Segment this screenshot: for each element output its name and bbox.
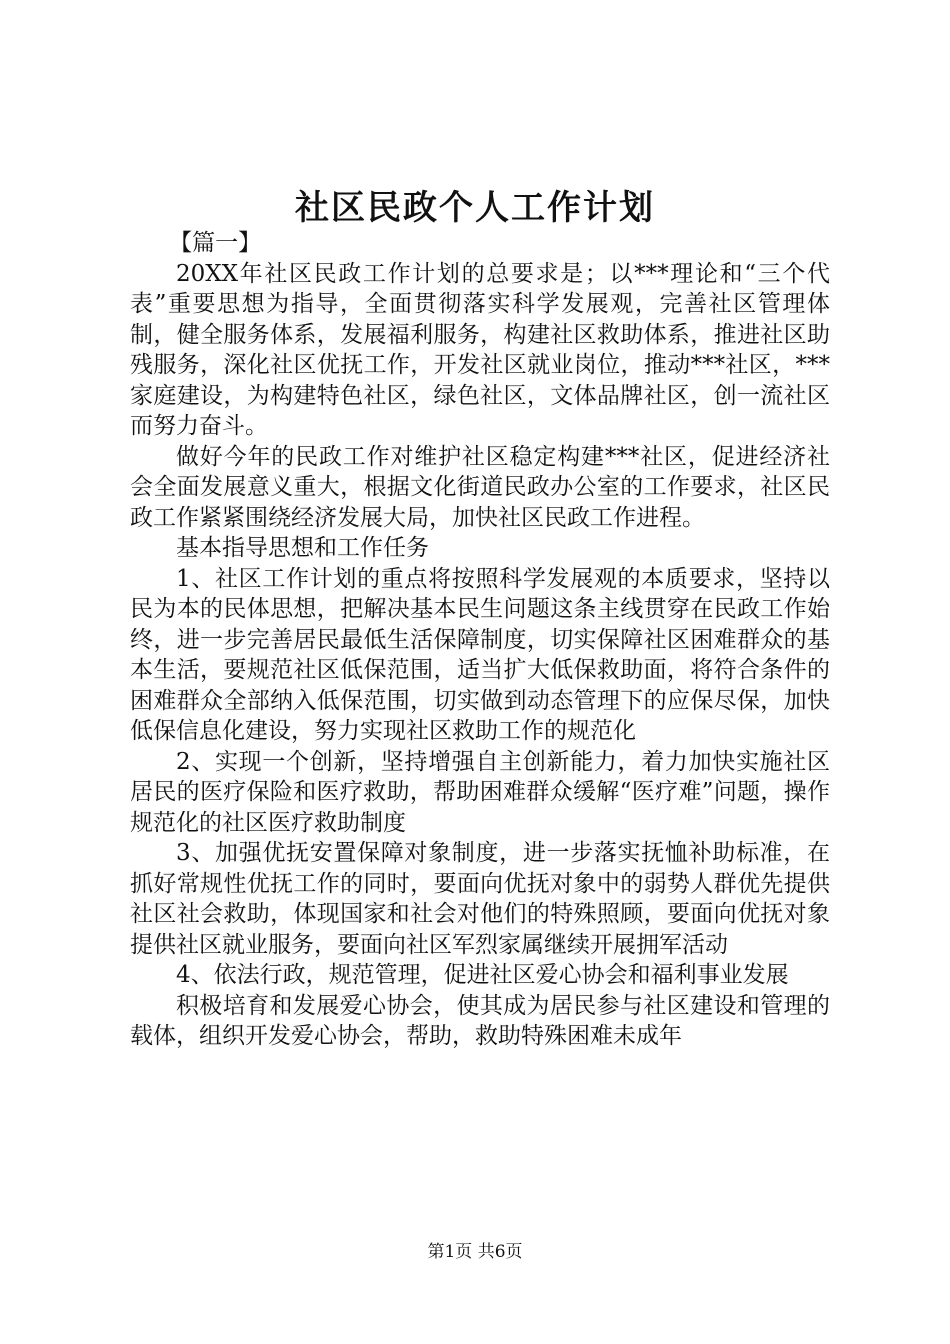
paragraph: 积极培育和发展爱心协会，使其成为居民参与社区建设和管理的载体，组织开发爱心协会，帮助，救助特殊困难未成年 — [130, 992, 830, 1049]
page-title: 社区民政个人工作计划 — [295, 188, 655, 228]
page-number: 第1页 共6页 — [427, 1242, 523, 1262]
section-label: 【篇一】 — [169, 230, 262, 256]
paragraph: 做好今年的民政工作对维护社区稳定构建***社区，促进经济社会全面发展意义重大，根据文化街道民政办公室的工作要求，社区民政工作紧紧围绕经济发展大局，加快社区民政工作进程。 — [130, 443, 830, 531]
paragraph: 3、加强优抚安置保障对象制度，进一步落实抚恤补助标准，在抓好常规性优抚工作的同时，要面向优抚对象中的弱势人群优先提供社区社会救助，体现国家和社会对他们的特殊照顾，要面向优抚对象提供社区就业服务，要面向社区军烈家属继续开展拥军活动 — [130, 840, 830, 958]
section-heading: 基本指导思想和工作任务 — [176, 535, 429, 561]
paragraph: 20XX年社区民政工作计划的总要求是；以***理论和“三个代表”重要思想为指导，全面贯彻落实科学发展观，完善社区管理体制，健全服务体系，发展福利服务，构建社区救助体系，推进社区助残服务，深化社区优抚工作，开发社区就业岗位，推动***社区，***家庭建设，为构建特色社区，绿色社区，文体品牌社区，创一流社区而努力奋斗。 — [130, 260, 830, 439]
paragraph: 2、实现一个创新，坚持增强自主创新能力，着力加快实施社区居民的医疗保险和医疗救助，帮助困难群众缓解“医疗难”问题，操作规范化的社区医疗救助制度 — [130, 748, 830, 836]
document-body — [130, 228, 830, 1052]
paragraph: 1、社区工作计划的重点将按照科学发展观的本质要求，坚持以民为本的民体思想，把解决基本民生问题这条主线贯穿在民政工作始终，进一步完善居民最低生活保障制度，切实保障社区困难群众的基本生活，要规范社区低保范围，适当扩大低保救助面，将符合条件的困难群众全部纳入低保范围，切实做到动态管理下的应保尽保，加快低保信息化建设，努力实现社区救助工作的规范化 — [130, 565, 830, 744]
paragraph: 4、依法行政，规范管理，促进社区爱心协会和福利事业发展 — [176, 962, 789, 988]
